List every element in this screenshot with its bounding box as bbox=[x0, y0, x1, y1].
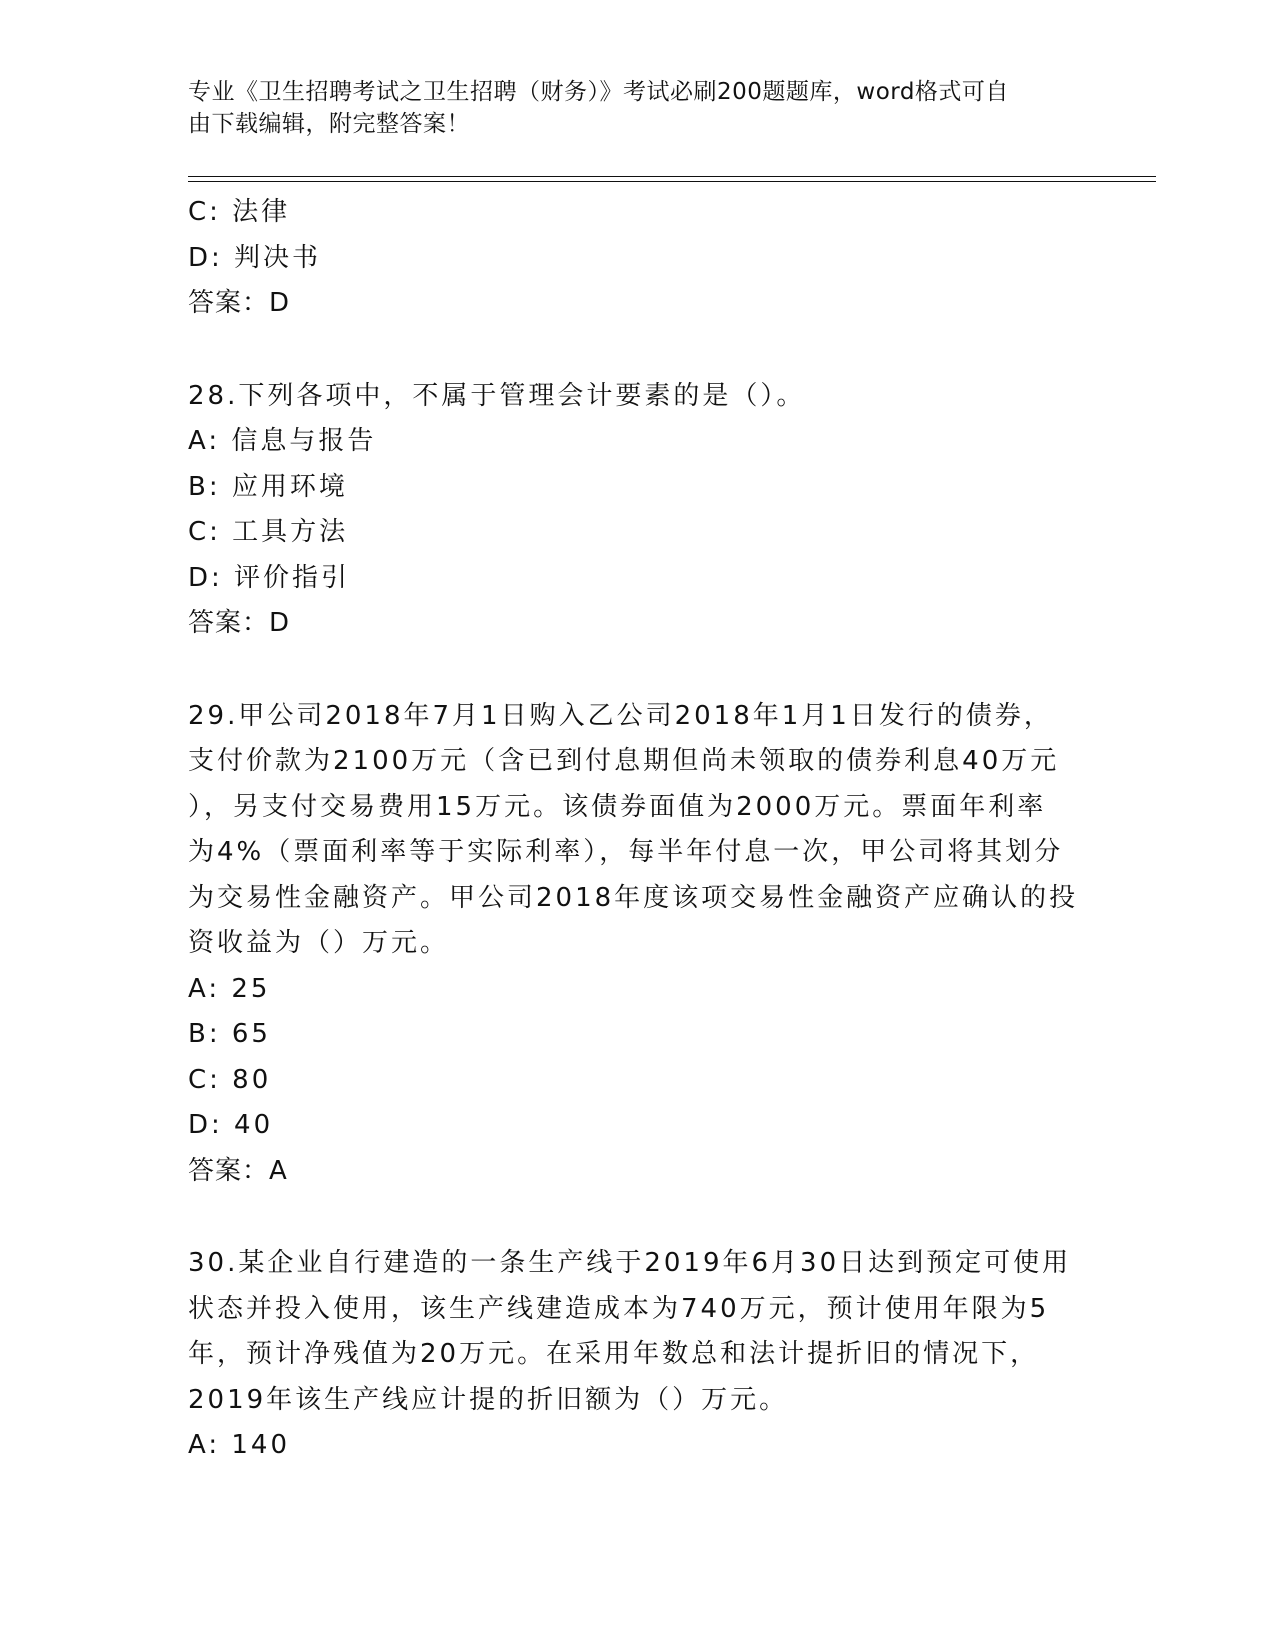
question-content bbox=[188, 190, 1079, 1469]
spacer bbox=[188, 327, 1068, 374]
q29-option-c: C: 80 bbox=[188, 1064, 272, 1095]
q30-stem-line: 年，预计净残值为20万元。在采用年数总和法计提折旧的情况下， bbox=[188, 1339, 1040, 1369]
header-rule-top bbox=[188, 176, 1156, 177]
q30-stem-line: 2019年该生产线应计提的折旧额为（）万元。 bbox=[188, 1384, 789, 1415]
question-28 bbox=[188, 374, 1068, 647]
q28-answer: 答案：D bbox=[188, 608, 291, 638]
q27-answer: 答案：D bbox=[188, 288, 291, 318]
q30-stem-line: 状态并投入使用，该生产线建造成本为740万元，预计使用年限为5 bbox=[188, 1293, 1050, 1324]
q29-answer: 答案：A bbox=[188, 1155, 288, 1186]
q28-option-b: B: 应用环境 bbox=[188, 471, 348, 502]
q28-option-d: D: 评价指引 bbox=[188, 562, 351, 593]
q29-stem-line: 29.甲公司2018年7月1日购入乙公司2018年1月1日发行的债券， bbox=[188, 700, 1053, 731]
q29-option-b: B: 65 bbox=[188, 1019, 271, 1049]
question-27 bbox=[188, 190, 1068, 327]
q29-option-d: D: 40 bbox=[188, 1110, 274, 1140]
q27-option-c: C: 法律 bbox=[188, 197, 291, 227]
q29-option-a: A: 25 bbox=[188, 973, 271, 1004]
q29-stem-line: 为交易性金融资产。甲公司2018年度该项交易性金融资产应确认的投 bbox=[188, 882, 1079, 913]
q28-option-c: C: 工具方法 bbox=[188, 517, 349, 547]
q28-option-a: A: 信息与报告 bbox=[188, 426, 377, 456]
spacer bbox=[188, 1194, 1068, 1241]
header-line-1: 专业《卫生招聘考试之卫生招聘（财务）》考试必刷200题题库，word格式可自 bbox=[188, 79, 1009, 105]
q30-stem-line: 30.某企业自行建造的一条生产线于2019年6月30日达到预定可使用 bbox=[188, 1248, 1072, 1278]
q28-stem: 28.下列各项中，不属于管理会计要素的是（）。 bbox=[188, 380, 806, 411]
q29-stem-line: 为4%（票面利率等于实际利率），每半年付息一次，甲公司将其划分 bbox=[188, 837, 1064, 867]
question-30 bbox=[188, 1241, 1072, 1469]
q29-stem-line: 支付价款为2100万元（含已到付息期但尚未领取的债券利息40万元 bbox=[188, 746, 1060, 776]
header-rule-bottom bbox=[188, 181, 1156, 182]
q29-stem-line: ），另支付交易费用15万元。该债券面值为2000万元。票面年利率 bbox=[188, 791, 1047, 822]
question-29 bbox=[188, 694, 1079, 1195]
spacer bbox=[188, 647, 1068, 694]
q29-stem-line: 资收益为（）万元。 bbox=[188, 928, 450, 958]
q30-option-a: A: 140 bbox=[188, 1430, 290, 1460]
q27-option-d: D: 判决书 bbox=[188, 242, 322, 273]
document-header bbox=[188, 76, 1068, 140]
header-line-2: 由下载编辑，附完整答案！ bbox=[188, 111, 470, 137]
